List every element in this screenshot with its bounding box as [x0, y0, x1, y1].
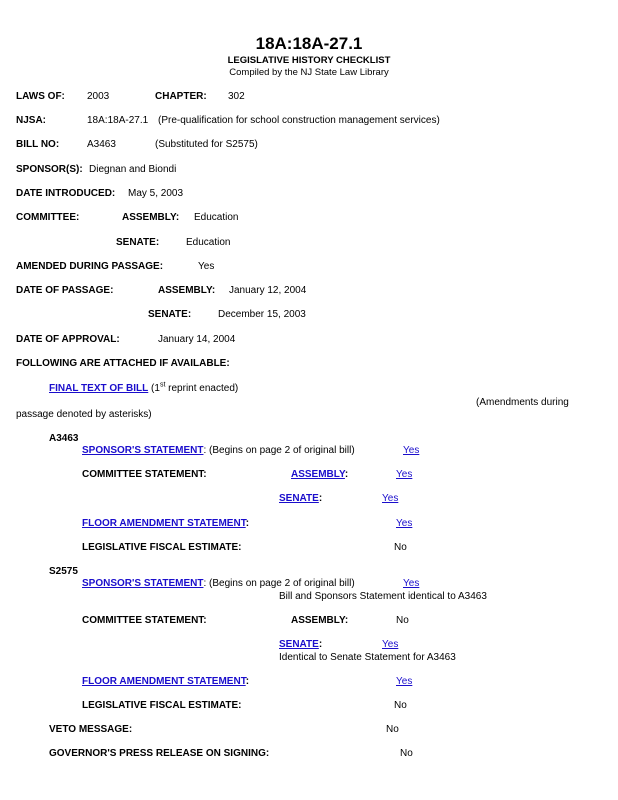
- s2575-senate-colon: :: [318, 639, 323, 650]
- page-title: 18A:18A-27.1: [255, 34, 363, 53]
- a3463-floor-yes-link[interactable]: Yes: [396, 518, 413, 529]
- reprint-rest: reprint enacted): [165, 383, 239, 394]
- s2575-senate-link[interactable]: SENATE: [279, 639, 319, 650]
- committee-assembly-label: ASSEMBLY:: [122, 212, 180, 223]
- date-introduced-label: DATE INTRODUCED:: [16, 188, 116, 199]
- s2575-floor-amendment-link[interactable]: FLOOR AMENDMENT STATEMENT: [82, 676, 246, 687]
- a3463-committee-label: COMMITTEE STATEMENT:: [82, 469, 207, 480]
- passage-label: DATE OF PASSAGE:: [16, 285, 114, 296]
- s2575-sponsor-yes-link[interactable]: Yes: [403, 578, 420, 589]
- amended-label: AMENDED DURING PASSAGE:: [16, 261, 164, 272]
- a3463-senate-line: [279, 493, 322, 505]
- a3463-sponsor-note: : (Begins on page 2 of original bill): [203, 445, 355, 456]
- a3463-sponsor-yes-link[interactable]: Yes: [403, 445, 420, 456]
- laws-of-label: LAWS OF:: [16, 91, 65, 102]
- s2575-sponsor-identical-note: Bill and Sponsors Statement identical to A3463: [279, 591, 487, 602]
- committee-senate-value: Education: [186, 237, 231, 248]
- chapter-value: 302: [228, 91, 245, 102]
- veto-value: No: [386, 724, 399, 735]
- sponsors-value: Diegnan and Biondi: [89, 164, 177, 175]
- amended-value: Yes: [198, 261, 215, 272]
- veto-label: VETO MESSAGE:: [49, 724, 133, 735]
- s2575-committee-label: COMMITTEE STATEMENT:: [82, 615, 207, 626]
- s2575-senate-identical-note: Identical to Senate Statement for A3463: [279, 652, 456, 663]
- s2575-fiscal-value: No: [394, 700, 407, 711]
- amendments-note: (Amendments during: [476, 397, 569, 408]
- passage-assembly-value: January 12, 2004: [229, 285, 307, 296]
- s2575-fiscal-label: LEGISLATIVE FISCAL ESTIMATE:: [82, 700, 242, 711]
- date-introduced-value: May 5, 2003: [128, 188, 184, 199]
- reprint-ordinal: st: [159, 381, 166, 389]
- a3463-assembly-link[interactable]: ASSEMBLY: [291, 469, 345, 480]
- passage-assembly-label: ASSEMBLY:: [158, 285, 216, 296]
- a3463-senate-colon: :: [318, 493, 323, 504]
- a3463-fiscal-value: No: [394, 542, 407, 553]
- a3463-floor-amendment-link[interactable]: FLOOR AMENDMENT STATEMENT: [82, 518, 246, 529]
- a3463-heading: A3463: [49, 433, 79, 444]
- bill-no-label: BILL NO:: [16, 139, 60, 150]
- committee-assembly-value: Education: [194, 212, 239, 223]
- committee-label: COMMITTEE:: [16, 212, 80, 223]
- njsa-label: NJSA:: [16, 115, 47, 126]
- s2575-floor-line: [82, 676, 249, 688]
- passage-senate-label: SENATE:: [148, 309, 192, 320]
- s2575-sponsor-note: : (Begins on page 2 of original bill): [203, 578, 355, 589]
- njsa-note: (Pre-qualification for school construction management services): [158, 115, 440, 126]
- a3463-senate-link[interactable]: SENATE: [279, 493, 319, 504]
- s2575-assembly-label: ASSEMBLY:: [291, 615, 349, 626]
- s2575-sponsor-statement-link[interactable]: SPONSOR'S STATEMENT: [82, 578, 204, 589]
- attached-heading: FOLLOWING ARE ATTACHED IF AVAILABLE:: [16, 358, 230, 369]
- a3463-assembly-line: [291, 469, 348, 481]
- press-release-value: No: [400, 748, 413, 759]
- compiled-by: Compiled by the NJ State Law Library: [229, 67, 389, 78]
- amendments-note-cont: passage denoted by asterisks): [16, 409, 152, 420]
- njsa-value: 18A:18A-27.1: [87, 115, 149, 126]
- s2575-sponsor-line: [82, 578, 355, 590]
- final-text-line: [49, 383, 238, 395]
- s2575-senate-line: [279, 639, 322, 651]
- a3463-floor-colon: :: [245, 518, 250, 529]
- a3463-floor-line: [82, 518, 249, 530]
- chapter-label: CHAPTER:: [155, 91, 207, 102]
- s2575-assembly-value: No: [396, 615, 409, 626]
- a3463-assembly-colon: :: [344, 469, 349, 480]
- bill-no-note: (Substituted for S2575): [155, 139, 258, 150]
- bill-no-value: A3463: [87, 139, 116, 150]
- sponsors-label: SPONSOR(S):: [16, 164, 83, 175]
- approval-value: January 14, 2004: [158, 334, 236, 345]
- a3463-assembly-yes-link[interactable]: Yes: [396, 469, 413, 480]
- s2575-floor-yes-link[interactable]: Yes: [396, 676, 413, 687]
- committee-senate-label: SENATE:: [116, 237, 160, 248]
- passage-senate-value: December 15, 2003: [218, 309, 306, 320]
- s2575-senate-yes-link[interactable]: Yes: [382, 639, 399, 650]
- a3463-senate-yes-link[interactable]: Yes: [382, 493, 399, 504]
- press-release-label: GOVERNOR'S PRESS RELEASE ON SIGNING:: [49, 748, 270, 759]
- final-text-link[interactable]: FINAL TEXT OF BILL: [49, 383, 149, 394]
- a3463-sponsor-line: [82, 445, 355, 457]
- laws-of-value: 2003: [87, 91, 110, 102]
- s2575-floor-colon: :: [245, 676, 250, 687]
- document-subtitle: LEGISLATIVE HISTORY CHECKLIST: [227, 55, 391, 66]
- a3463-sponsor-statement-link[interactable]: SPONSOR'S STATEMENT: [82, 445, 204, 456]
- approval-label: DATE OF APPROVAL:: [16, 334, 120, 345]
- s2575-heading: S2575: [49, 566, 78, 577]
- a3463-fiscal-label: LEGISLATIVE FISCAL ESTIMATE:: [82, 542, 242, 553]
- reprint-open: (1: [148, 383, 160, 394]
